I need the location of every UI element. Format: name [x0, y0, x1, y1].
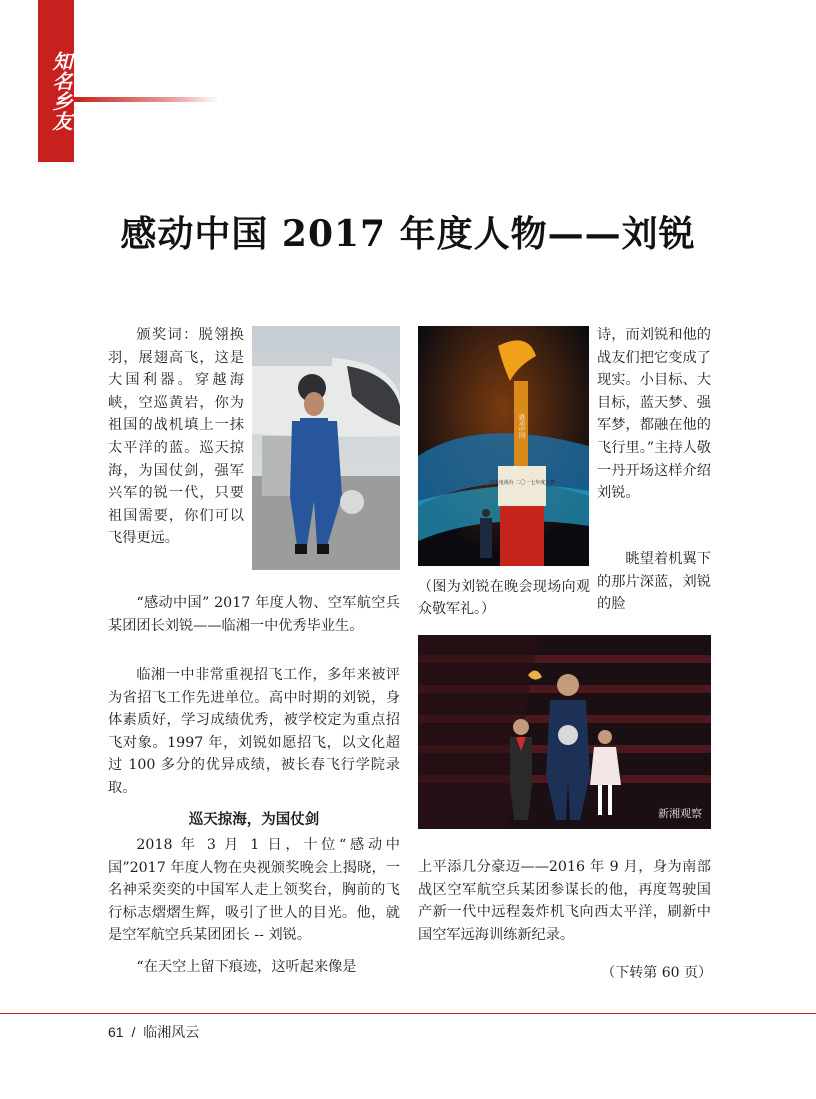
bottom-paragraph: 上平添几分豪迈——2016 年 9 月，身为南部战区空军航空兵某团参谋长的他，再度驾驶国产新一代中远程轰炸机飞向西太平洋，刷新中国空军远海训练新纪录。	[418, 859, 711, 943]
article-title: 感动中国 2017 年度人物——刘锐	[120, 213, 696, 255]
award-stage-photo	[418, 635, 711, 829]
right-column-paragraph: 眺望着机翼下的那片深蓝，刘锐的脸	[597, 551, 711, 613]
page-footer	[108, 1022, 199, 1042]
photo-caption: （图为刘锐在晚会现场向观众敬军礼。）	[418, 579, 590, 617]
subheading: 巡天掠海，为国仗剑	[188, 812, 320, 828]
continue-note: （下转第 60 页）	[601, 965, 712, 981]
section-label: 知名乡友	[49, 51, 73, 131]
page-number: 61	[108, 1024, 124, 1040]
section-rule	[74, 97, 219, 102]
trophy-lettering: 感动中国	[517, 414, 525, 438]
quote-paragraph: “在天空上留下痕迹，这听起来像是	[136, 959, 357, 975]
school-paragraph: 临湘一中非常重视招飞工作，多年来被评为省招飞工作先进单位。高中时期的刘锐，身体素质好，学习成绩优秀，被学校定为重点招飞对象。1997 年，刘锐如愿招飞，以文化超过 100 多分的优异成绩，被长春飞行学院录取。	[108, 667, 400, 796]
photo-watermark: 新湘观察	[658, 807, 702, 820]
footer-rule	[0, 1013, 816, 1014]
trophy-stage-photo	[418, 326, 589, 566]
pilot-photo	[252, 326, 400, 570]
award-citation: 颁奖词：脱翎换羽，展翅高飞，这是大国利器。穿越海峡，空巡黄岩，你为祖国的战机填上一抹太平洋的蓝。巡天掠海，为国仗剑，强军兴军的锐一代，只要祖国需要，你们可以飞得更远。	[108, 327, 244, 547]
trophy-base-lettering: 中央电视台 二〇一七年度人物	[488, 480, 556, 486]
ceremony-paragraph: 2018 年 3 月 1 日，十位“感动中国”2017 年度人物在央视颁奖晚会上揭晓，一名神采奕奕的中国军人走上领奖台，胸前的飞行标志熠熠生辉，吸引了世人的目光。他，就是空军航空兵某团团长 -- 刘锐。	[108, 837, 400, 944]
footer-separator: /	[131, 1024, 136, 1040]
intro-paragraph: “感动中国” 2017 年度人物、空军航空兵某团团长刘锐——临湘一中优秀毕业生。	[108, 595, 400, 634]
publication-name: 临湘风云	[143, 1024, 200, 1040]
right-column-text: 诗，而刘锐和他的战友们把它变成了现实。小目标、大目标，蓝天梦、强军梦，都融在他的飞行里。”主持人敬一丹开场这样介绍刘锐。	[597, 327, 711, 502]
